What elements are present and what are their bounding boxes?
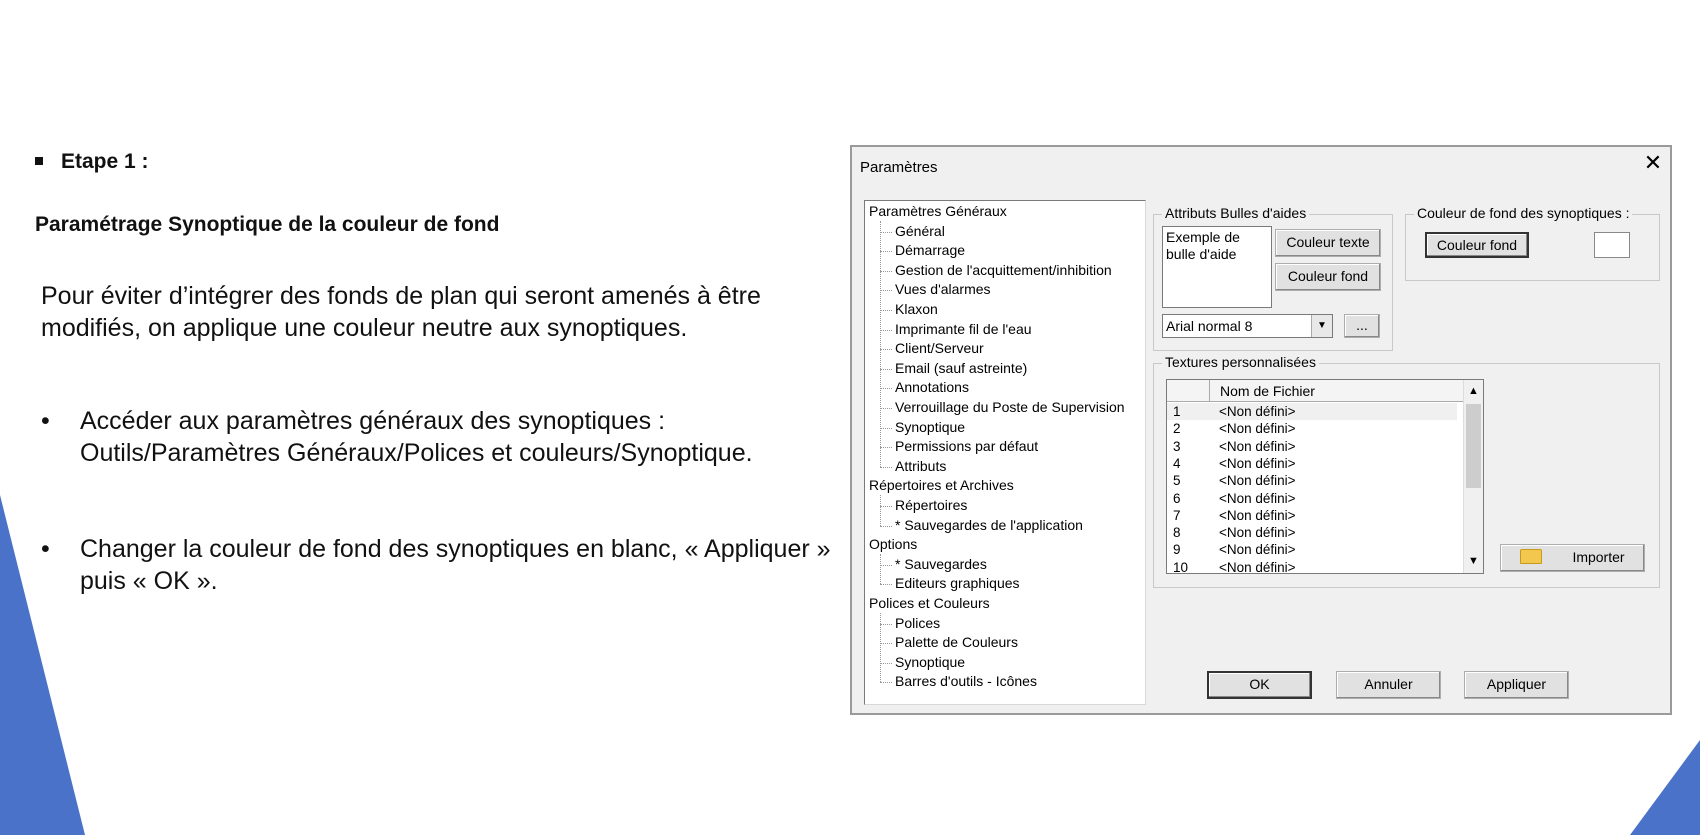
bubble-bg-color-button[interactable]: Couleur fond [1275,263,1381,291]
tree-item[interactable]: * Sauvegardes de l'application [895,516,1083,533]
tree-connector [880,349,892,350]
table-row[interactable] [1167,420,1457,437]
scroll-thumb[interactable] [1466,404,1481,488]
folder-icon [1520,549,1542,564]
tree-connector [880,495,881,525]
tree-connector [880,682,892,683]
synoptic-bg-legend: Couleur de fond des synoptiques : [1414,205,1632,221]
table-row[interactable] [1167,490,1457,507]
chevron-down-icon[interactable]: ▼ [1468,555,1479,567]
tree-connector [880,388,892,389]
row-filename: <Non défini> [1219,473,1296,489]
row-filename: <Non défini> [1219,404,1296,419]
row-number: 3 [1173,438,1181,454]
tree-item[interactable]: Démarrage [895,242,966,259]
tree-connector [880,251,892,252]
ok-button[interactable]: OK [1207,671,1312,699]
tree-item[interactable]: Synoptique [895,653,966,670]
tree-connector [880,467,892,468]
tree-connector [880,663,892,664]
chevron-up-icon[interactable]: ▲ [1468,385,1479,397]
square-bullet-icon [35,157,43,165]
settings-tree[interactable] [864,200,1146,705]
chevron-down-icon[interactable]: ▼ [1311,315,1332,337]
tree-group[interactable]: Options [869,536,918,553]
row-number: 5 [1173,473,1181,489]
cancel-button[interactable]: Annuler [1336,671,1441,699]
bubble-preview: Exemple de bulle d'aide [1162,226,1272,308]
row-filename: <Non défini> [1219,438,1296,454]
tree-connector [880,310,892,311]
bg-color-swatch[interactable] [1594,232,1630,258]
tree-item[interactable]: Polices [895,614,941,631]
tree-connector [880,221,881,467]
tree-item[interactable]: Editeurs graphiques [895,575,1020,592]
import-button[interactable] [1500,544,1645,572]
tree-connector [880,271,892,272]
textures-table[interactable] [1166,379,1484,574]
tree-connector [880,232,892,233]
table-row[interactable] [1167,524,1457,541]
tree-connector [880,613,881,682]
tree-item[interactable]: Gestion de l'acquittement/inhibition [895,261,1112,278]
row-filename: <Non défini> [1219,455,1296,471]
tree-item[interactable]: Annotations [895,379,969,396]
font-select[interactable] [1162,314,1333,338]
row-filename: <Non défini> [1219,525,1296,541]
tree-connector [880,408,892,409]
import-label: Importer [1572,549,1625,565]
tree-connector [880,506,892,507]
table-row[interactable] [1167,403,1457,420]
bg-color-button[interactable]: Couleur fond [1425,232,1529,258]
step-heading [35,150,149,174]
slide-subtitle: Paramétrage Synoptique de la couleur de fond [35,213,500,236]
table-row[interactable] [1167,455,1457,472]
tree-group[interactable]: Paramètres Généraux [869,203,1007,219]
apply-button[interactable]: Appliquer [1464,671,1569,699]
parameters-dialog [850,145,1672,715]
tree-group[interactable]: Répertoires et Archives [869,477,1014,494]
help-bubble-legend: Attributs Bulles d'aides [1162,205,1309,221]
tree-connector [880,624,892,625]
tree-item[interactable]: * Sauvegardes [895,555,987,572]
row-filename: <Non défini> [1219,507,1296,523]
row-number: 10 [1173,559,1189,574]
bullet-text: Accéder aux paramètres généraux des synoptiques : Outils/Paramètres Généraux/Polices et couleurs/Synoptique. [80,407,753,467]
decorative-triangle-right [1630,740,1700,835]
row-filename: <Non défini> [1219,559,1296,574]
row-number: 6 [1173,490,1181,506]
table-header-number [1167,380,1210,402]
tree-connector [880,428,892,429]
tree-item[interactable]: Klaxon [895,301,938,317]
table-scrollbar[interactable] [1463,380,1483,573]
row-number: 2 [1173,421,1181,437]
row-filename: <Non défini> [1219,542,1296,558]
tree-item[interactable]: Général [895,222,945,239]
bullet-dot-icon: • [41,535,50,563]
tree-group[interactable]: Polices et Couleurs [869,595,990,611]
intro-paragraph: Pour éviter d’intégrer des fonds de plan qui seront amenés à être modifiés, on applique une couleur neutre aux synoptiques. [41,282,761,342]
dialog-title: Paramètres [860,159,938,176]
table-row[interactable] [1167,541,1457,558]
row-filename: <Non défini> [1219,421,1296,437]
tree-connector [880,290,892,291]
row-number: 7 [1173,507,1181,523]
tree-item[interactable]: Imprimante fil de l'eau [895,320,1032,337]
textures-group [1153,354,1660,588]
tree-item[interactable]: Email (sauf astreinte) [895,359,1028,376]
table-row[interactable] [1167,438,1457,455]
tree-item[interactable]: Barres d'outils - Icônes [895,673,1037,690]
tree-connector [880,565,892,566]
tree-item[interactable]: Verrouillage du Poste de Supervision [895,399,1125,415]
tree-connector [880,554,881,584]
tree-connector [880,584,892,585]
textures-legend: Textures personnalisées [1162,354,1319,370]
row-filename: <Non défini> [1219,490,1296,506]
tree-item[interactable]: Attributs [895,457,947,474]
tree-item[interactable]: Palette de Couleurs [895,634,1018,651]
tree-item[interactable]: Client/Serveur [895,340,984,357]
row-number: 9 [1173,542,1181,558]
table-row[interactable] [1167,472,1457,489]
tree-connector [880,526,892,527]
tree-item[interactable]: Synoptique [895,418,966,435]
table-row[interactable] [1167,559,1457,574]
font-select-value: Arial normal 8 [1166,318,1253,334]
tree-connector [880,369,892,370]
row-number: 4 [1173,455,1181,471]
row-number: 8 [1173,525,1181,541]
tree-connector [880,447,892,448]
table-header-filename[interactable]: Nom de Fichier [1210,380,1466,402]
bullet-text: Changer la couleur de fond des synoptiques en blanc, « Appliquer » puis « OK ». [80,535,831,595]
tree-connector [880,330,892,331]
tree-item[interactable]: Vues d'alarmes [895,281,991,298]
table-row[interactable] [1167,507,1457,524]
row-number: 1 [1173,404,1181,419]
tree-connector [880,643,892,644]
tree-item[interactable]: Permissions par défaut [895,438,1039,455]
help-bubble-group [1153,205,1393,351]
synoptic-bg-group [1405,205,1660,281]
close-icon[interactable]: ✕ [1643,150,1663,175]
step-label: Etape 1 : [61,150,149,173]
font-ellipsis-button[interactable]: ... [1344,314,1380,338]
bullet-dot-icon: • [41,407,50,435]
tree-item[interactable]: Répertoires [895,497,968,513]
text-color-button[interactable]: Couleur texte [1275,229,1381,257]
